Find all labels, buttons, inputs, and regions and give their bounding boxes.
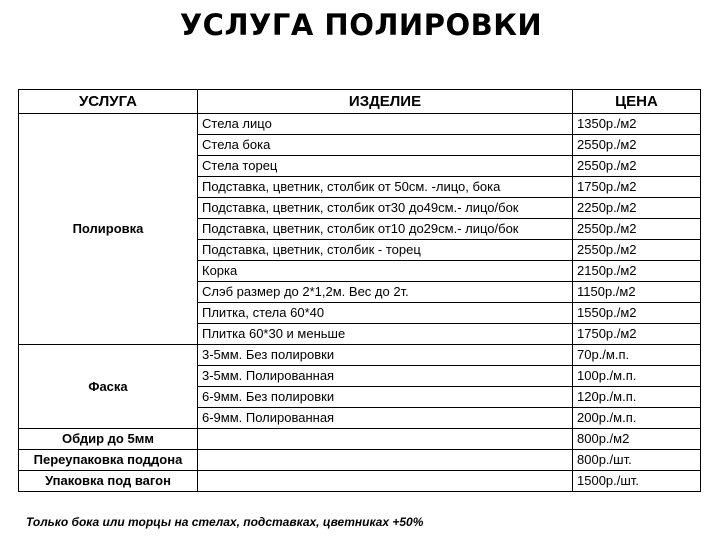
price-cell: 1550р./м2 <box>573 303 701 324</box>
item-cell: Плитка, стела 60*40 <box>198 303 573 324</box>
price-cell: 2550р./м2 <box>573 240 701 261</box>
price-cell: 2550р./м2 <box>573 219 701 240</box>
price-cell: 800р./м2 <box>573 429 701 450</box>
price-cell: 1750р./м2 <box>573 324 701 345</box>
table-header-row <box>19 90 701 114</box>
item-cell: Подставка, цветник, столбик от 50см. -лицо, бока <box>198 177 573 198</box>
table-row <box>19 471 701 492</box>
footnote: Только бока или торцы на стелах, подставках, цветниках +50% <box>26 515 424 529</box>
item-cell <box>198 429 573 450</box>
price-cell: 2150р./м2 <box>573 261 701 282</box>
item-cell: Подставка, цветник, столбик от10 до29см.- лицо/бок <box>198 219 573 240</box>
table-row <box>19 450 701 471</box>
price-cell: 800р./шт. <box>573 450 701 471</box>
item-cell: Корка <box>198 261 573 282</box>
item-cell: Слэб размер до 2*1,2м. Вес до 2т. <box>198 282 573 303</box>
price-cell: 2250р./м2 <box>573 198 701 219</box>
item-cell: Стела торец <box>198 156 573 177</box>
price-cell: 1500р./шт. <box>573 471 701 492</box>
service-cell: Фаска <box>19 345 198 429</box>
price-cell: 2550р./м2 <box>573 156 701 177</box>
price-cell: 200р./м.п. <box>573 408 701 429</box>
service-cell: Переупаковка поддона <box>19 450 198 471</box>
item-cell: Плитка 60*30 и меньше <box>198 324 573 345</box>
item-cell: 3-5мм. Полированная <box>198 366 573 387</box>
price-cell: 2550р./м2 <box>573 135 701 156</box>
service-cell: Упаковка под вагон <box>19 471 198 492</box>
item-cell: Подставка, цветник, столбик - торец <box>198 240 573 261</box>
table-row <box>19 345 701 366</box>
price-cell: 100р./м.п. <box>573 366 701 387</box>
header-item: ИЗДЕЛИЕ <box>198 90 573 114</box>
item-cell: 3-5мм. Без полировки <box>198 345 573 366</box>
price-cell: 120р./м.п. <box>573 387 701 408</box>
price-cell: 1750р./м2 <box>573 177 701 198</box>
item-cell: 6-9мм. Полированная <box>198 408 573 429</box>
table-row <box>19 429 701 450</box>
item-cell <box>198 471 573 492</box>
item-cell: Стела бока <box>198 135 573 156</box>
page-title: УСЛУГА ПОЛИРОВКИ <box>179 8 543 42</box>
table-row <box>19 114 701 135</box>
item-cell: Подставка, цветник, столбик от30 до49см.- лицо/бок <box>198 198 573 219</box>
table-body <box>19 114 701 492</box>
price-cell: 1150р./м2 <box>573 282 701 303</box>
item-cell: Стела лицо <box>198 114 573 135</box>
price-table <box>18 89 701 492</box>
service-cell: Полировка <box>19 114 198 345</box>
price-cell: 1350р./м2 <box>573 114 701 135</box>
header-service: УСЛУГА <box>19 90 198 114</box>
price-cell: 70р./м.п. <box>573 345 701 366</box>
item-cell: 6-9мм. Без полировки <box>198 387 573 408</box>
service-cell: Обдир до 5мм <box>19 429 198 450</box>
item-cell <box>198 450 573 471</box>
header-price: ЦЕНА <box>573 90 701 114</box>
